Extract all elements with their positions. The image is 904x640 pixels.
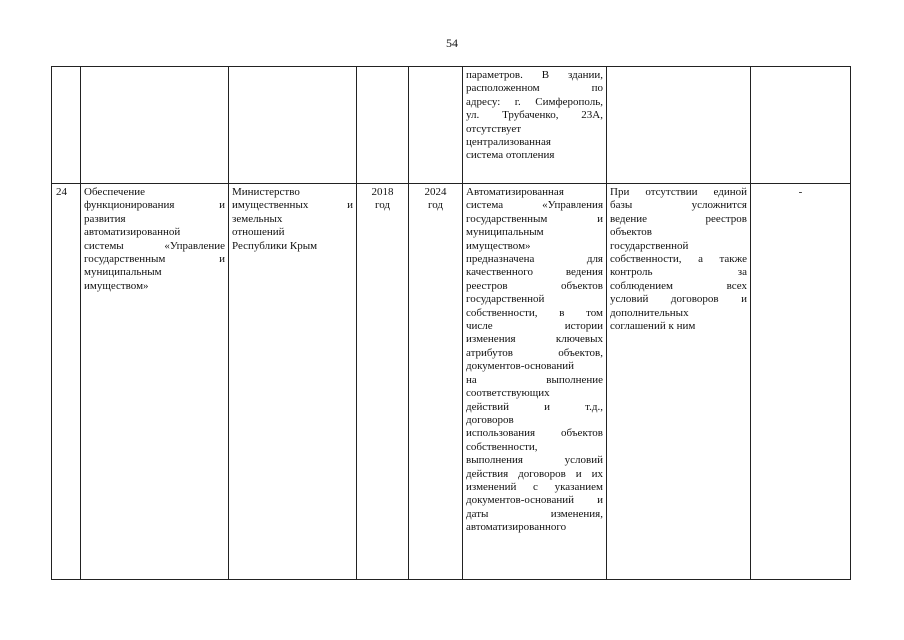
cell-start: [357, 67, 409, 184]
consequence-text: При отсутствии единой базы усложнится ведение реестров объектов государственной собственности, а также контроль за соблюдением всех условий договоров и дополнительных соглашений к ним: [610, 186, 747, 333]
description-text: параметров. В здании, расположенном по адресу: г. Симферополь, ул. Трубаченко, 23А, отсутствует централизованная система отопления: [466, 69, 603, 162]
note-dash: -: [798, 186, 803, 198]
cell-name: [81, 184, 229, 580]
description-text: Автоматизированная система «Управления государственным и муниципальным имуществом» предназначена для качественного ведения реестров объектов государственной собственности, в том числе истории изменения ключевых атрибутов объектов, документов-оснований на выполнение соответствующих действий и т.д., договоров использования объектов собственности, выполнения условий действия договоров и их изменений с указанием документов-оснований и даты изменения, автоматизированного: [466, 186, 603, 534]
measures-table: [51, 66, 851, 580]
row-number: 24: [52, 184, 81, 580]
cell-start: [357, 184, 409, 580]
cell-end: [409, 67, 463, 184]
page-number: 54: [446, 36, 458, 50]
start-year: 2018: [371, 186, 394, 198]
cell-number: [52, 67, 81, 184]
end-year: 2024: [424, 186, 447, 198]
cell-description: [463, 67, 607, 184]
executor-name: Министерство имущественных и земельных отношений Республики Крым: [232, 186, 353, 252]
measure-name: Обеспечение функционирования и развития автоматизированной системы «Управление государственным и муниципальным имуществом»: [84, 186, 225, 292]
cell-note: [751, 67, 851, 184]
cell-end: [409, 184, 463, 580]
cell-executor: [229, 184, 357, 580]
cell-consequence: [607, 67, 751, 184]
cell-description: [463, 184, 607, 580]
table-row-24: [52, 184, 851, 580]
start-unit: год: [374, 199, 391, 212]
cell-name: [81, 67, 229, 184]
end-unit: год: [427, 199, 444, 212]
cell-consequence: [607, 184, 751, 580]
cell-note: [751, 184, 851, 580]
table-row-continuation: [52, 67, 851, 184]
cell-executor: [229, 67, 357, 184]
